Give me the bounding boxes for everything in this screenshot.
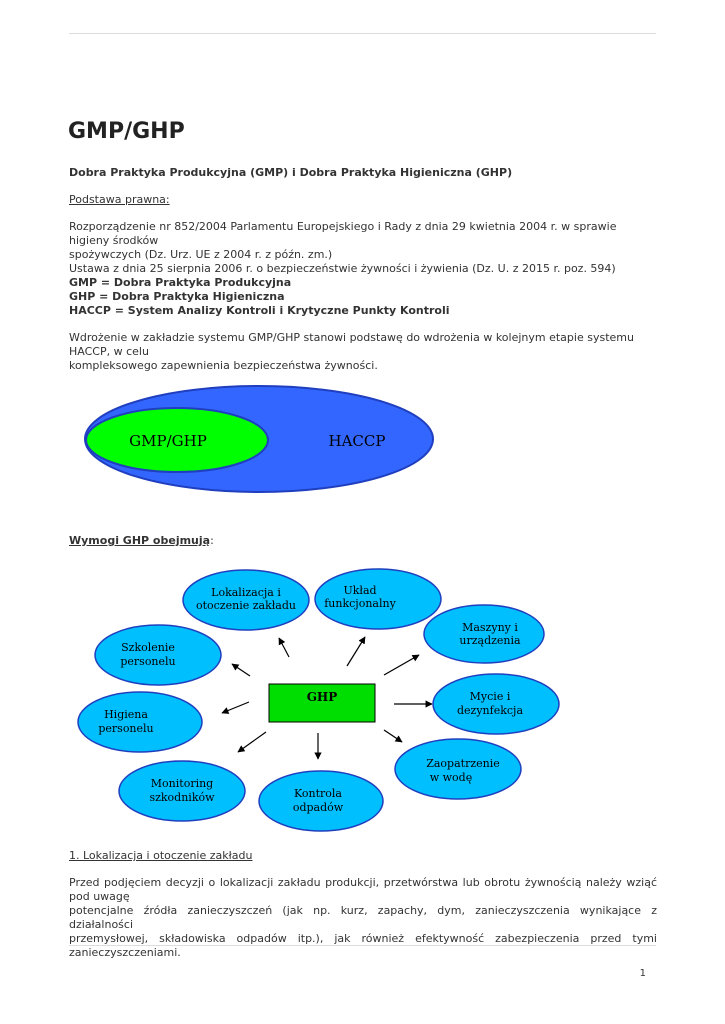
node-label-line: Maszyny i: [462, 621, 518, 634]
node-label-line: personelu: [120, 655, 176, 668]
page-title: GMP/GHP: [68, 119, 185, 144]
gmp-ghp-label: GMP/GHP: [129, 432, 207, 450]
arrow-line: [384, 730, 402, 742]
intro-line: kompleksowego zapewnienia bezpieczeństwa żywności.: [69, 359, 378, 372]
requirement-node-uklad: [315, 569, 441, 629]
node-label-line: otoczenie zakładu: [195, 599, 297, 612]
node-label-line: Lokalizacja i: [211, 586, 281, 599]
section1-paragraph: [69, 876, 657, 960]
node-label-line: odpadów: [292, 801, 344, 814]
section1-line: potencjalne źródła zanieczyszczeń (jak np. kurz, zapachy, dym, zanieczyszczenia wynikające z działalności: [69, 904, 657, 931]
ghp-requirements-diagram: [0, 560, 725, 840]
node-label-line: Higiena: [104, 708, 148, 721]
definition-haccp: HACCP = System Analizy Kontroli i Krytyczne Punkty Kontroli: [69, 304, 450, 317]
ghp-center-label: GHP: [306, 690, 338, 704]
haccp-label: HACCP: [328, 432, 386, 450]
node-label-line: urządzenia: [459, 634, 521, 647]
definition-gmp: GMP = Dobra Praktyka Produkcyjna: [69, 276, 292, 289]
requirement-node-higiena: [78, 692, 202, 752]
node-label-line: funkcjonalny: [324, 597, 396, 610]
node-label-line: personelu: [98, 722, 154, 735]
definitions: [69, 276, 657, 318]
requirements-label: Wymogi GHP obejmują: [69, 534, 211, 547]
legal-basis-text: [69, 220, 657, 276]
requirement-node-lokalizacja: [183, 570, 309, 630]
venn-diagram: [80, 383, 440, 495]
legal-line: spożywczych (Dz. Urz. UE z 2004 r. z późn. zm.): [69, 248, 333, 261]
legal-line: Ustawa z dnia 25 sierpnia 2006 r. o bezpieczeństwie żywności i żywienia (Dz. U. z 2015 r. poz. 594): [69, 262, 616, 275]
arrow-line: [279, 638, 289, 657]
intro-line: Wdrożenie w zakładzie systemu GMP/GHP stanowi podstawę do wdrożenia w kolejnym etapie systemu HACCP, w celu: [69, 331, 634, 358]
definition-ghp: GHP = Dobra Praktyka Higieniczna: [69, 290, 285, 303]
requirement-node-kontrola: [259, 771, 383, 831]
requirements-intro: [69, 534, 657, 548]
node-label-line: Układ: [343, 584, 377, 597]
page-number: 1: [639, 968, 646, 979]
arrow-line: [232, 664, 250, 676]
arrow-line: [384, 655, 419, 675]
section1-line: Przed podjęciem decyzji o lokalizacji zakładu produkcji, przetwórstwa lub obrotu żywnością należy wziąć pod uwagę: [69, 876, 657, 903]
top-rule: [69, 33, 656, 34]
legal-basis-label: Podstawa prawna:: [69, 193, 170, 206]
document-subtitle: Dobra Praktyka Produkcyjna (GMP) i Dobra Praktyka Higieniczna (GHP): [69, 166, 513, 179]
legal-line: Rozporządzenie nr 852/2004 Parlamentu Europejskiego i Rady z dnia 29 kwietnia 2004 r. w sprawie higieny środków: [69, 220, 617, 247]
node-label-line: Zaopatrzenie: [426, 757, 500, 770]
arrow-line: [347, 637, 365, 666]
requirements-suffix: :: [210, 534, 214, 547]
node-label-line: szkodników: [149, 791, 215, 804]
arrow-line: [238, 732, 266, 752]
node-label-line: dezynfekcja: [456, 704, 524, 717]
requirement-node-zaopatrzenie: [395, 739, 521, 799]
node-label-line: Mycie i: [469, 690, 511, 703]
requirement-node-monitoring: [119, 761, 245, 821]
node-label-line: Kontrola: [293, 787, 343, 800]
requirement-node-maszyny: [424, 605, 544, 663]
arrow-line: [222, 702, 249, 713]
bottom-rule: [69, 945, 656, 946]
intro-paragraph: [69, 331, 657, 373]
node-label-line: Monitoring: [150, 777, 214, 790]
section1-line: przemysłowej, składowiska odpadów itp.), jak również efektywność zabezpieczenia przed tymi zanieczyszczeniami.: [69, 932, 657, 959]
requirement-node-mycie: [433, 674, 559, 734]
node-label-line: Szkolenie: [121, 641, 175, 654]
section1-heading: 1. Lokalizacja i otoczenie zakładu: [69, 849, 253, 862]
requirement-node-szkolenie: [95, 625, 221, 685]
node-label-line: w wodę: [429, 771, 473, 784]
